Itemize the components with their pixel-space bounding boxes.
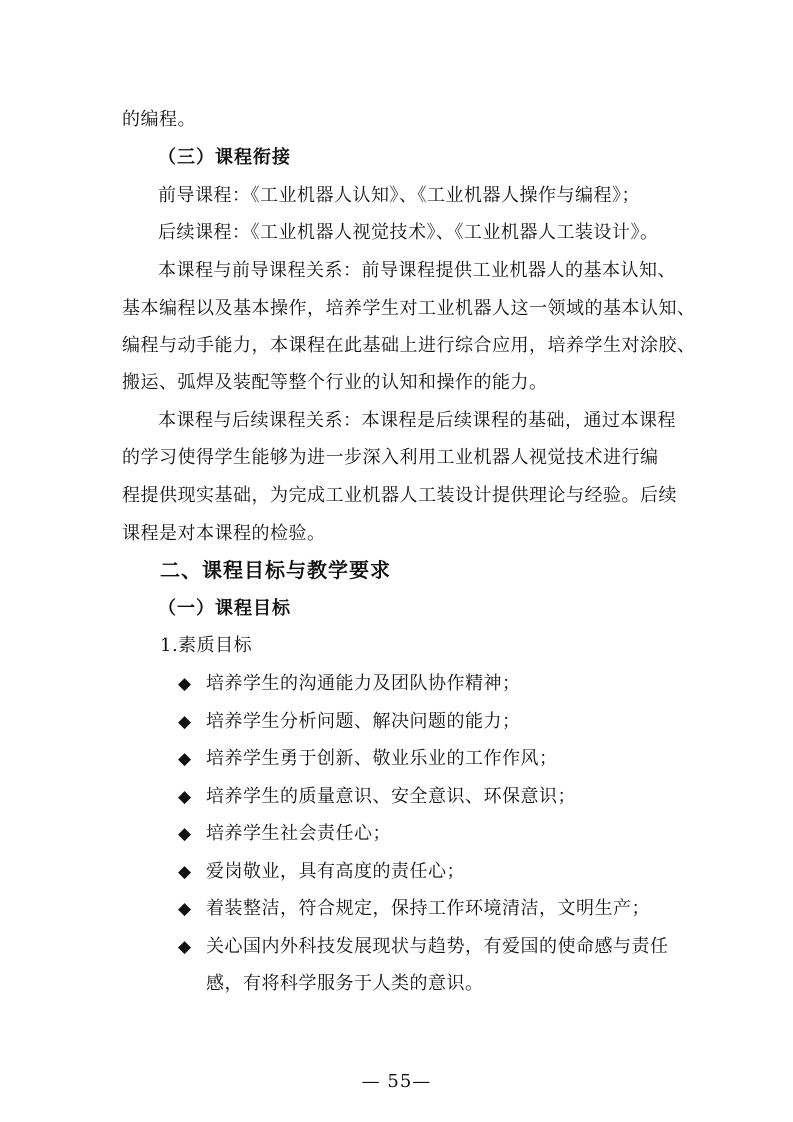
paragraph-line: 课程是对本课程的检验。 <box>122 523 326 544</box>
list-item: ◆ 培养学生勇于创新、敬业乐业的工作作风； <box>178 748 558 769</box>
paragraph-line: 程提供现实基础，为完成工业机器人工装设计提供理论与经验。后续 <box>122 485 677 506</box>
diamond-bullet-icon: ◆ <box>178 899 192 919</box>
list-item: ◆ 关心国内外科技发展现状与趋势，有爱国的使命感与责任 <box>178 936 669 957</box>
diamond-bullet-icon: ◆ <box>178 712 192 732</box>
chapter-heading-goals: 二、课程目标与教学要求 <box>160 558 391 582</box>
page-number: — 55— <box>361 1071 432 1092</box>
diamond-bullet-icon: ◆ <box>178 749 192 769</box>
prerequisite-courses: 前导课程：《工业机器人认知》、《工业机器人操作与编程》； <box>158 185 640 206</box>
section-heading-course-goals: （一）课程目标 <box>158 598 291 619</box>
paragraph-tail: 的编程。 <box>122 109 196 130</box>
paragraph-line: 的学习使得学生能够为进一步深入利用工业机器人视觉技术进行编 <box>122 447 659 468</box>
list-item: ◆ 着装整洁，符合规定，保持工作环境清洁，文明生产； <box>178 898 650 919</box>
paragraph-line: 本课程与前导课程关系：前导课程提供工业机器人的基本认知、 <box>158 260 676 281</box>
section-heading-course-connection: （三）课程衔接 <box>158 147 291 168</box>
paragraph-line: 本课程与后续课程关系：本课程是后续课程的基础，通过本课程 <box>158 410 676 431</box>
paragraph-line: 搬运、弧焊及装配等整个行业的认知和操作的能力。 <box>122 372 548 393</box>
diamond-bullet-icon: ◆ <box>178 937 192 957</box>
diamond-bullet-icon: ◆ <box>178 674 192 694</box>
diamond-bullet-icon: ◆ <box>178 787 192 807</box>
follow-up-courses: 后续课程：《工业机器人视觉技术》、《工业机器人工装设计》。 <box>158 222 659 243</box>
diamond-bullet-icon: ◆ <box>178 824 192 844</box>
subsection-quality-goals: 1.素质目标 <box>160 635 253 656</box>
diamond-bullet-icon: ◆ <box>178 862 192 882</box>
paragraph-line: 基本编程以及基本操作，培养学生对工业机器人这一领域的基本认知、 <box>122 298 696 319</box>
list-item-continuation: 感，有将科学服务于人类的意识。 <box>206 973 484 994</box>
list-item: ◆ 培养学生的质量意识、安全意识、环保意识； <box>178 786 576 807</box>
paragraph-line: 编程与动手能力，本课程在此基础上进行综合应用，培养学生对涂胶、 <box>122 335 696 356</box>
list-item: ◆ 培养学生分析问题、解决问题的能力； <box>178 711 521 732</box>
list-item: ◆ 培养学生的沟通能力及团队协作精神； <box>178 673 521 694</box>
list-item: ◆ 爱岗敬业，具有高度的责任心； <box>178 861 465 882</box>
list-item: ◆ 培养学生社会责任心； <box>178 823 391 844</box>
